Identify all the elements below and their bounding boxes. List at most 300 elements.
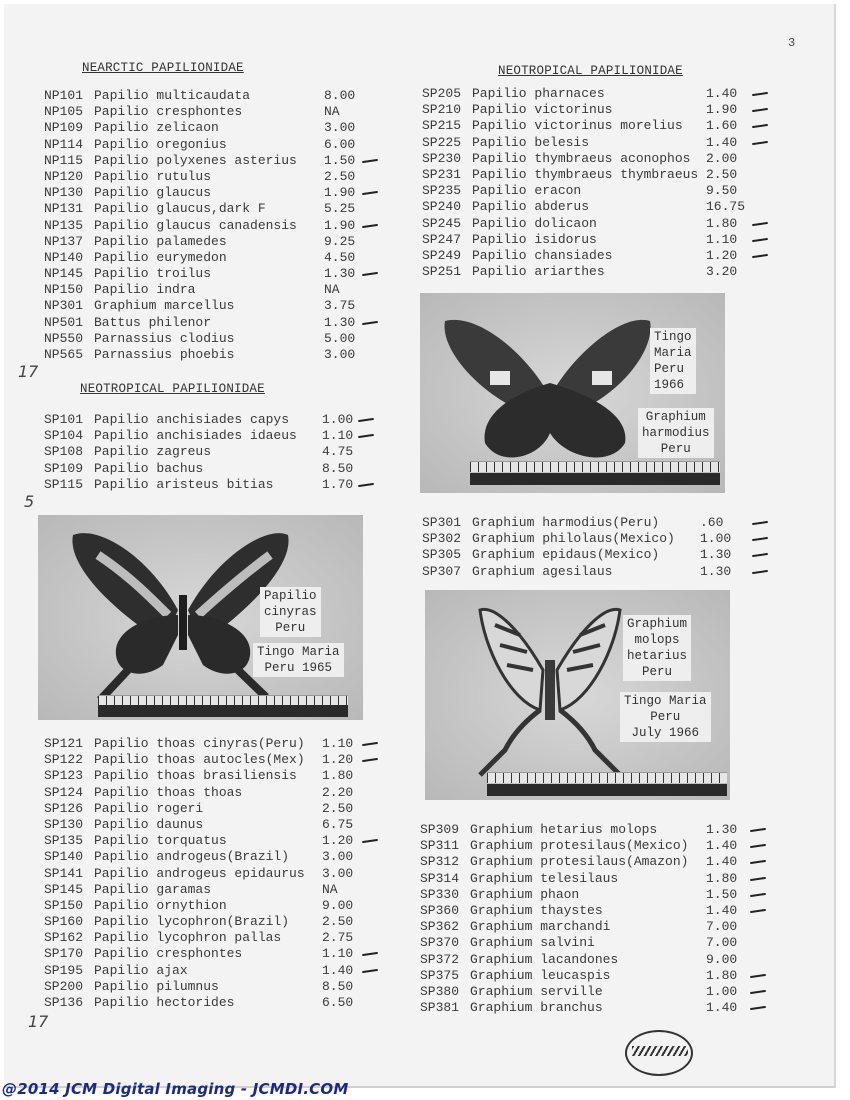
price: 1.90 [324, 185, 356, 201]
species-name: Papilio victorinus morelius [472, 118, 683, 134]
catalog-row [44, 897, 354, 914]
catalog-code: SP122 [44, 752, 84, 768]
catalog-code: SP210 [422, 102, 462, 118]
catalog-code: SP249 [422, 247, 462, 263]
price: 1.80 [706, 967, 738, 983]
species-name: Papilio cresphontes [94, 946, 243, 962]
price: 2.50 [324, 168, 356, 184]
label-line: molops [634, 633, 680, 647]
label-line: July 1966 [631, 726, 700, 740]
catalog-row [44, 995, 354, 1011]
catalog-row [420, 935, 738, 951]
price: 1.20 [322, 833, 354, 849]
catalog-code: NP109 [44, 120, 84, 136]
species-name: Graphium philolaus(Mexico) [472, 531, 675, 547]
catalog-code: SP150 [44, 897, 84, 913]
catalog-row [44, 201, 356, 217]
species-name: Papilio abderus [472, 199, 590, 215]
catalog-row [420, 902, 738, 919]
species-name: Papilio indra [94, 282, 196, 298]
species-name: Graphium salvini [470, 935, 595, 951]
species-name: Papilio ariarthes [472, 264, 605, 280]
species-name: Papilio cresphontes [94, 104, 243, 120]
price: 1.20 [706, 247, 738, 263]
catalog-row [422, 247, 738, 264]
species-name: Papilio palamedes [94, 233, 227, 249]
ruler-bar [98, 705, 348, 717]
catalog-code: SP126 [44, 800, 84, 816]
price: NA [324, 282, 340, 298]
species-name: Papilio daunus [94, 816, 204, 832]
catalog-code: SP240 [422, 199, 462, 215]
label-line: Peru [642, 665, 673, 679]
label-line: harmodius [642, 426, 710, 440]
price: 1.30 [700, 563, 732, 579]
price: 1.40 [706, 134, 738, 150]
species-name: Papilio thoas cinyras(Peru) [94, 736, 305, 751]
species-name: Papilio androgeus epidaurus [94, 865, 305, 881]
catalog-code: SP215 [422, 118, 462, 134]
catalog-code: SP235 [422, 183, 462, 199]
catalog-code: SP370 [420, 935, 460, 951]
price: 3.00 [324, 120, 356, 136]
photo-label-species [638, 408, 714, 458]
catalog-row [44, 347, 356, 363]
catalog-row [420, 854, 738, 870]
species-name: Papilio troilus [94, 266, 212, 282]
species-name: Papilio rogeri [94, 800, 204, 816]
catalog-row [44, 946, 354, 962]
price: 3.00 [322, 849, 354, 865]
catalog-code: SP380 [420, 983, 460, 999]
catalog-row [422, 547, 732, 563]
catalog-row [44, 314, 356, 331]
catalog-row [44, 800, 354, 817]
catalog-row [44, 444, 354, 460]
price: 6.75 [322, 816, 354, 832]
species-name: Papilio glaucus canadensis [94, 217, 297, 233]
catalog-row [44, 914, 354, 930]
catalog-row [420, 870, 738, 887]
species-name: Papilio anchisiades idaeus [94, 428, 297, 444]
species-name: Papilio oregonius [94, 136, 227, 152]
species-name: Papilio glaucus [94, 185, 212, 201]
species-name: Graphium lacandones [470, 951, 619, 967]
price: 1.30 [324, 314, 356, 330]
price: 1.80 [706, 215, 738, 231]
catalog-row [44, 152, 356, 169]
price: 6.00 [324, 136, 356, 152]
price: 9.50 [706, 183, 738, 199]
price: 1.10 [706, 231, 738, 247]
photo-label-species [623, 615, 691, 681]
label-line: Tingo Maria [257, 645, 340, 659]
label-line: Peru [650, 710, 681, 724]
label-line: Maria [654, 346, 692, 360]
catalog-code: SP251 [422, 264, 462, 280]
photo-label-locality [620, 692, 711, 742]
catalog-row [420, 1000, 738, 1016]
species-name: Graphium phaon [470, 886, 580, 902]
price: 1.60 [706, 118, 738, 134]
species-name: Parnassius clodius [94, 330, 235, 346]
species-name: Papilio rutulus [94, 168, 212, 184]
price: 1.10 [322, 946, 354, 962]
species-name: Graphium protesilaus(Amazon) [470, 854, 689, 870]
catalog-code: SP381 [420, 1000, 460, 1016]
catalog-code: SP121 [44, 736, 84, 751]
catalog-row [44, 233, 356, 250]
species-name: Battus philenor [94, 314, 212, 330]
label-line: 1966 [654, 378, 685, 392]
label-line: hetarius [627, 649, 688, 663]
catalog-row [44, 282, 340, 298]
catalog-code: NP131 [44, 201, 84, 217]
species-name: Parnassius phoebis [94, 347, 235, 362]
species-name: Papilio thymbraeus thymbraeus [472, 166, 699, 182]
species-name: Papilio ornythion [94, 897, 227, 913]
price: 1.40 [706, 854, 738, 870]
price: 3.00 [322, 865, 354, 881]
nearctic-list [44, 88, 356, 363]
catalog-code: SP307 [422, 563, 462, 579]
catalog-code: NP150 [44, 282, 84, 298]
catalog-row [422, 86, 738, 102]
catalog-row [422, 166, 738, 183]
label-line: Graphium [627, 617, 688, 631]
catalog-row [44, 120, 356, 136]
catalog-code: SP124 [44, 784, 84, 800]
ruler-scale [487, 772, 727, 783]
price: 5.25 [324, 201, 356, 217]
price: 1.40 [322, 962, 354, 978]
catalog-row [44, 168, 356, 185]
catalog-row [420, 967, 738, 984]
species-name: Papilio bachus [94, 460, 204, 476]
catalog-code: SP245 [422, 215, 462, 231]
catalog-row [44, 136, 356, 153]
price: 1.30 [700, 547, 732, 563]
catalog-row [44, 428, 354, 444]
species-name: Papilio eurymedon [94, 249, 227, 265]
label-line: Graphium [645, 410, 706, 424]
catalog-code: SP372 [420, 951, 460, 967]
catalog-row [44, 266, 356, 282]
catalog-code: SP360 [420, 902, 460, 918]
price: 2.50 [322, 914, 354, 930]
catalog-row [44, 298, 356, 314]
species-name: Papilio anchisiades capys [94, 412, 290, 427]
price: 1.40 [706, 86, 738, 101]
catalog-row [44, 962, 354, 979]
ruler-scale [470, 461, 720, 472]
catalog-code: SP330 [420, 886, 460, 902]
catalog-code: NP565 [44, 347, 84, 362]
price: 1.00 [700, 531, 732, 547]
price: 7.00 [706, 935, 738, 951]
price: 8.50 [322, 978, 354, 994]
price: 1.80 [706, 870, 738, 886]
catalog-code: SP247 [422, 231, 462, 247]
handwritten-note-5: 5 [24, 492, 35, 511]
species-name: Papilio pilumnus [94, 978, 219, 994]
catalog-row [44, 865, 354, 882]
catalog-code: NP130 [44, 185, 84, 201]
catalog-row [44, 249, 356, 266]
catalog-row [44, 930, 354, 946]
price: 1.10 [322, 736, 354, 751]
catalog-row [422, 134, 738, 151]
catalog-row [422, 231, 738, 248]
catalog-code: NP550 [44, 330, 84, 346]
catalog-row [420, 983, 738, 1000]
catalog-row [44, 881, 338, 898]
species-name: Papilio zagreus [94, 444, 212, 460]
price: 4.75 [322, 444, 354, 460]
catalog-code: SP200 [44, 978, 84, 994]
catalog-code: SP231 [422, 166, 462, 182]
catalog-code: SP195 [44, 962, 84, 978]
price: 2.75 [322, 930, 354, 946]
ruler-bar [487, 784, 727, 796]
handwritten-note-17-bottom: 17 [28, 1012, 49, 1031]
price: 1.10 [322, 428, 354, 444]
species-name: Papilio polyxenes asterius [94, 152, 297, 168]
price: 1.20 [322, 752, 354, 768]
catalog-code: SP135 [44, 833, 84, 849]
catalog-code: SP101 [44, 412, 84, 427]
price: 2.20 [322, 784, 354, 800]
catalog-code: NP115 [44, 152, 84, 168]
catalog-row [44, 752, 354, 768]
price: 16.75 [706, 199, 746, 215]
heading-neotropical-right: NEOTROPICAL PAPILIONIDAE [498, 64, 683, 78]
species-name: Papilio lycophron pallas [94, 930, 282, 946]
catalog-code: SP141 [44, 865, 84, 881]
catalog-row [44, 88, 356, 104]
price: 9.00 [322, 897, 354, 913]
catalog-row [422, 118, 738, 134]
heading-nearctic: NEARCTIC PAPILIONIDAE [82, 61, 244, 75]
catalog-code: SP130 [44, 816, 84, 832]
catalog-code: NP135 [44, 217, 84, 233]
catalog-row [44, 330, 356, 347]
price: 1.00 [322, 412, 354, 427]
catalog-code: SP160 [44, 914, 84, 930]
catalog-row [44, 849, 354, 865]
label-line: Peru [654, 362, 685, 376]
price: 1.90 [706, 102, 738, 118]
species-name: Papilio thoas autocles(Mex) [94, 752, 305, 768]
butterfly-photo-papilio-cinyras [38, 515, 363, 720]
price: NA [324, 104, 340, 120]
catalog-row [420, 838, 738, 854]
handwritten-note-17-top: 17 [18, 362, 39, 381]
price: 5.00 [324, 330, 356, 346]
species-name: Papilio androgeus(Brazil) [94, 849, 290, 865]
species-name: Papilio chansiades [472, 247, 613, 263]
species-name: Graphium branchus [470, 1000, 603, 1016]
photo-label-species [260, 587, 321, 637]
species-name: Papilio hectorides [94, 995, 235, 1010]
price: 1.30 [324, 266, 356, 282]
catalog-row [422, 183, 738, 199]
species-name: Papilio garamas [94, 881, 212, 897]
catalog-row [44, 412, 354, 428]
label-line: Tingo [654, 330, 692, 344]
price: 8.00 [324, 88, 356, 103]
catalog-code: SP104 [44, 428, 84, 444]
label-line: Peru [275, 621, 306, 635]
label-line: cinyras [264, 605, 317, 619]
graphium-list-b [420, 822, 738, 1016]
species-name: Graphium serville [470, 983, 603, 999]
species-name: Papilio victorinus [472, 102, 613, 118]
catalog-code: SP123 [44, 768, 84, 784]
price: 1.50 [324, 152, 356, 168]
label-line: Peru [660, 442, 691, 456]
catalog-row [420, 951, 738, 968]
catalog-row [44, 217, 356, 234]
signature-scribble [632, 1046, 688, 1056]
price: 3.20 [706, 264, 738, 280]
catalog-code: SP115 [44, 476, 84, 492]
catalog-row [420, 886, 738, 903]
ruler-bar [470, 473, 720, 485]
price: 4.50 [324, 249, 356, 265]
species-name: Papilio zelicaon [94, 120, 219, 136]
catalog-code: SP362 [420, 919, 460, 935]
species-name: Graphium leucaspis [470, 967, 611, 983]
species-name: Graphium protesilaus(Mexico) [470, 838, 689, 854]
catalog-row [422, 150, 738, 167]
catalog-row [422, 515, 724, 531]
neotropical-list-a [44, 412, 354, 493]
price: 2.50 [322, 800, 354, 816]
catalog-code: SP301 [422, 515, 462, 530]
catalog-row [44, 784, 354, 801]
butterfly-photo-graphium-harmodius [420, 293, 725, 493]
photo-label-locality [650, 328, 696, 394]
catalog-code: SP305 [422, 547, 462, 563]
catalog-code: SP312 [420, 854, 460, 870]
species-name: Papilio lycophron(Brazil) [94, 914, 290, 930]
graphium-list-a [422, 515, 732, 580]
catalog-row [44, 816, 354, 833]
catalog-code: SP136 [44, 995, 84, 1010]
catalog-row [420, 822, 738, 838]
catalog-row [420, 919, 738, 935]
watermark: @2014 JCM Digital Imaging - JCMDI.COM [2, 1080, 349, 1098]
catalog-code: SP205 [422, 86, 462, 101]
catalog-row [422, 102, 738, 118]
species-name: Papilio torquatus [94, 833, 227, 849]
species-name: Papilio eracon [472, 183, 582, 199]
price: 1.40 [706, 902, 738, 918]
catalog-code: NP301 [44, 298, 84, 314]
catalog-code: SP225 [422, 134, 462, 150]
species-name: Papilio glaucus,dark F [94, 201, 266, 217]
price: 1.70 [322, 476, 354, 492]
catalog-row [422, 531, 732, 547]
price: 2.00 [706, 150, 738, 166]
catalog-code: NP120 [44, 168, 84, 184]
price: 8.50 [322, 460, 354, 476]
catalog-row [44, 833, 354, 849]
price: 3.75 [324, 298, 356, 314]
species-name: Papilio multicaudata [94, 88, 251, 103]
label-line: Tingo Maria [624, 694, 707, 708]
species-name: Graphium epidaus(Mexico) [472, 547, 660, 563]
price: 9.00 [706, 951, 738, 967]
butterfly-photo-graphium-molops [425, 590, 730, 800]
catalog-row [44, 104, 340, 120]
catalog-code: NP137 [44, 233, 84, 249]
species-name: Graphium telesilaus [470, 870, 619, 886]
catalog-row [422, 199, 746, 215]
catalog-code: SP302 [422, 531, 462, 547]
species-name: Graphium thaystes [470, 902, 603, 918]
price: 1.00 [706, 983, 738, 999]
catalog-row [44, 185, 356, 201]
neotropical-list-c [422, 86, 746, 280]
species-name: Papilio dolicaon [472, 215, 597, 231]
heading-neotropical-left: NEOTROPICAL PAPILIONIDAE [80, 382, 265, 396]
species-name: Papilio thoas brasiliensis [94, 768, 297, 784]
price: 6.50 [322, 995, 354, 1010]
catalog-code: SP140 [44, 849, 84, 865]
catalog-code: SP230 [422, 150, 462, 166]
catalog-code: SP311 [420, 838, 460, 854]
price: 1.50 [706, 886, 738, 902]
catalog-code: NP145 [44, 266, 84, 282]
catalog-row [422, 215, 738, 232]
species-name: Papilio belesis [472, 134, 590, 150]
price: 7.00 [706, 919, 738, 935]
catalog-code: SP309 [420, 822, 460, 837]
catalog-row [44, 460, 354, 477]
price: 1.40 [706, 838, 738, 854]
catalog-code: SP170 [44, 946, 84, 962]
catalog-row [44, 978, 354, 995]
species-name: Papilio thoas thoas [94, 784, 243, 800]
label-line: Peru 1965 [264, 661, 333, 675]
catalog-code: NP501 [44, 314, 84, 330]
species-name: Graphium harmodius(Peru) [472, 515, 660, 530]
price: 1.90 [324, 217, 356, 233]
species-name: Graphium hetarius molops [470, 822, 658, 837]
price: NA [322, 881, 338, 897]
catalog-code: NP105 [44, 104, 84, 120]
species-name: Graphium agesilaus [472, 563, 613, 579]
catalog-row [422, 563, 732, 580]
catalog-row [44, 768, 354, 784]
price: 3.00 [324, 347, 356, 362]
label-line: Papilio [264, 589, 317, 603]
catalog-code: NP140 [44, 249, 84, 265]
catalog-code: NP101 [44, 88, 84, 103]
catalog-row [44, 736, 354, 752]
catalog-code: SP314 [420, 870, 460, 886]
price: 9.25 [324, 233, 356, 249]
species-name: Papilio ajax [94, 962, 188, 978]
page-number: 3 [788, 36, 796, 50]
price: 2.50 [706, 166, 738, 182]
catalog-code: NP114 [44, 136, 84, 152]
catalog-code: SP108 [44, 444, 84, 460]
species-name: Graphium marcellus [94, 298, 235, 314]
price: 1.30 [706, 822, 738, 837]
